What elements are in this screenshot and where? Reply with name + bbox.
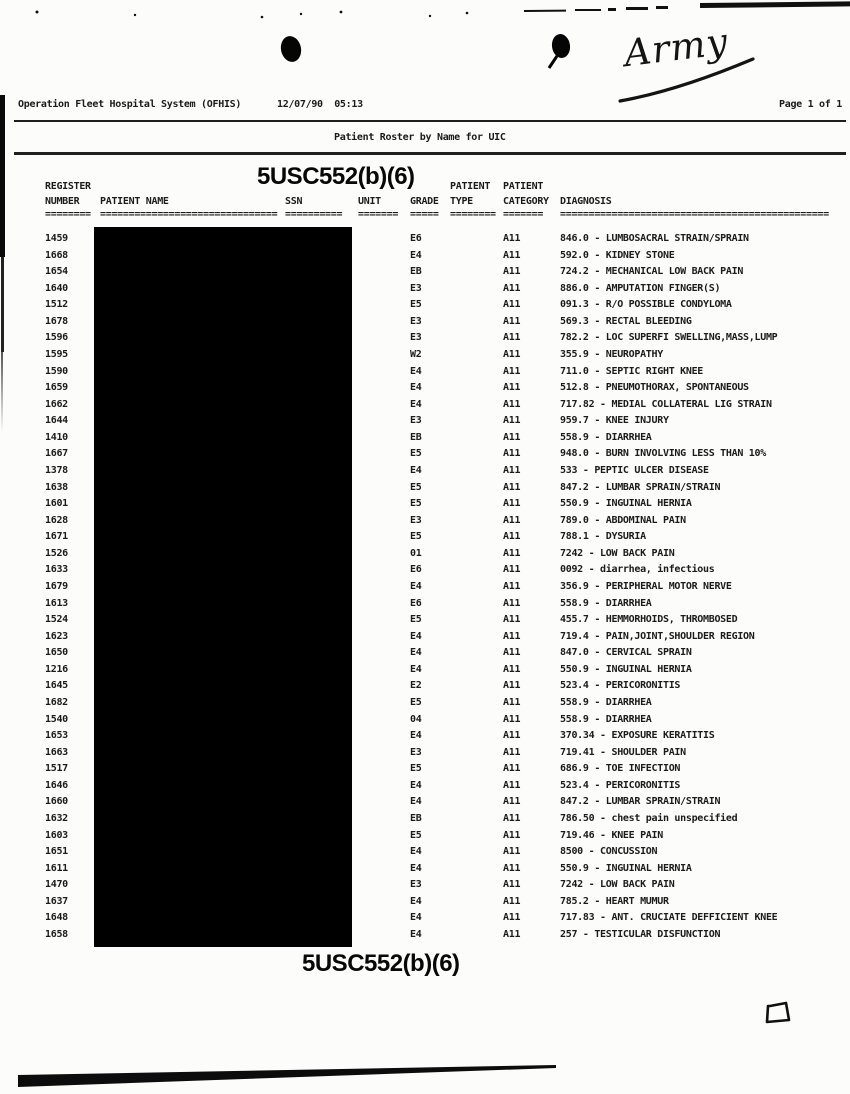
cell-category: A11 — [503, 912, 521, 924]
report-datetime: 12/07/90 05:13 — [277, 99, 363, 110]
cell-grade: E3 — [410, 415, 422, 427]
cell-register: 1611 — [45, 862, 68, 874]
cell-diagnosis: 846.0 - LUMBOSACRAL STRAIN/SPRAIN — [560, 233, 749, 244]
cell-register: 1596 — [45, 332, 68, 344]
cell-diagnosis: 533 - PEPTIC ULCER DISEASE — [560, 464, 709, 476]
cell-category: A11 — [503, 498, 521, 510]
cell-category: A11 — [503, 763, 521, 775]
cell-category: A11 — [503, 299, 521, 311]
cell-register: 1648 — [45, 912, 68, 924]
cell-category: A11 — [503, 464, 521, 476]
cell-register: 1459 — [45, 233, 68, 244]
column-header-category-line1: PATIENT — [503, 181, 544, 192]
cell-category: A11 — [503, 713, 521, 725]
redaction-block — [94, 227, 352, 947]
cell-diagnosis: 717.83 - ANT. CRUCIATE DEFFICIENT KNEE — [560, 912, 778, 924]
cell-category: A11 — [503, 514, 521, 526]
cell-grade: E6 — [410, 564, 422, 576]
cell-grade: E5 — [410, 498, 422, 510]
checkbox-mark-icon — [767, 1003, 789, 1022]
cell-grade: E4 — [410, 647, 422, 659]
cell-register: 1654 — [45, 266, 68, 278]
cell-grade: E5 — [410, 481, 422, 493]
hole-punch-right-icon — [549, 33, 572, 68]
cell-category: A11 — [503, 746, 521, 758]
cell-register: 1668 — [45, 249, 68, 261]
cell-diagnosis: 257 - TESTICULAR DISFUNCTION — [560, 928, 721, 940]
cell-category: A11 — [503, 895, 521, 907]
cell-register: 1667 — [45, 448, 68, 460]
cell-diagnosis: 948.0 - BURN INVOLVING LESS THAN 10% — [560, 448, 766, 460]
cell-category: A11 — [503, 365, 521, 377]
cell-category: A11 — [503, 812, 521, 824]
column-header-register-line1: REGISTER — [45, 181, 91, 192]
cell-grade: E4 — [410, 846, 422, 858]
cell-category: A11 — [503, 680, 521, 692]
cell-grade: E4 — [410, 464, 422, 476]
cell-register: 1646 — [45, 779, 68, 791]
column-header-type-line1: PATIENT — [450, 181, 491, 192]
column-header-register-line2: NUMBER — [45, 196, 80, 207]
cell-diagnosis: 8500 - CONCUSSION — [560, 846, 658, 858]
cell-register: 1644 — [45, 415, 68, 427]
cell-register: 1623 — [45, 630, 68, 642]
cell-register: 1651 — [45, 846, 68, 858]
cell-grade: E2 — [410, 680, 422, 692]
cell-grade: E4 — [410, 365, 422, 377]
cell-grade: E3 — [410, 315, 422, 327]
column-header-name-line2: PATIENT NAME — [100, 196, 169, 207]
cell-grade: 04 — [410, 713, 422, 725]
cell-diagnosis: 847.2 - LUMBAR SPRAIN/STRAIN — [560, 481, 721, 493]
cell-register: 1595 — [45, 348, 68, 360]
cell-category: A11 — [503, 846, 521, 858]
cell-diagnosis: 558.9 - DIARRHEA — [560, 431, 652, 443]
column-header-grade-line2: GRADE — [410, 196, 439, 207]
cell-grade: 01 — [410, 547, 422, 559]
cell-grade: E4 — [410, 398, 422, 410]
cell-diagnosis: 569.3 - RECTAL BLEEDING — [560, 315, 692, 327]
cell-register: 1517 — [45, 763, 68, 775]
cell-grade: E3 — [410, 332, 422, 344]
cell-grade: EB — [410, 812, 422, 824]
column-header-grade-underline: ===== — [410, 209, 439, 220]
horizontal-rule — [14, 120, 846, 122]
cell-diagnosis: 558.9 - DIARRHEA — [560, 713, 652, 725]
column-header-name-underline: =============================== — [100, 209, 278, 220]
cell-category: A11 — [503, 696, 521, 708]
cell-diagnosis: 7242 - LOW BACK PAIN — [560, 879, 675, 891]
cell-grade: E5 — [410, 299, 422, 311]
cell-diagnosis: 523.4 - PERICORONITIS — [560, 779, 681, 791]
system-title: Operation Fleet Hospital System (OFHIS) — [18, 99, 242, 110]
cell-register: 1650 — [45, 647, 68, 659]
redaction-stamp-bottom: 5USC552(b)(6) — [302, 950, 460, 977]
cell-grade: E4 — [410, 249, 422, 261]
cell-register: 1679 — [45, 580, 68, 592]
cell-register: 1638 — [45, 481, 68, 493]
cell-register: 1540 — [45, 713, 68, 725]
cell-grade: E6 — [410, 597, 422, 609]
cell-grade: E4 — [410, 779, 422, 791]
cell-register: 1512 — [45, 299, 68, 311]
cell-register: 1590 — [45, 365, 68, 377]
cell-category: A11 — [503, 647, 521, 659]
redaction-stamp-top: 5USC552(b)(6) — [257, 163, 415, 190]
cell-register: 1470 — [45, 879, 68, 891]
cell-diagnosis: 719.41 - SHOULDER PAIN — [560, 746, 686, 758]
cell-diagnosis: 0092 - diarrhea, infectious — [560, 564, 715, 576]
cell-grade: E3 — [410, 514, 422, 526]
column-header-diagnosis-line2: DIAGNOSIS — [560, 196, 612, 207]
column-header-diagnosis-underline: =============================================== — [560, 209, 829, 220]
cell-category: A11 — [503, 862, 521, 874]
cell-category: A11 — [503, 547, 521, 559]
bottom-scan-line — [18, 1065, 556, 1087]
cell-grade: E3 — [410, 746, 422, 758]
cell-diagnosis: 847.2 - LUMBAR SPRAIN/STRAIN — [560, 796, 721, 808]
column-header-unit-line2: UNIT — [358, 196, 381, 207]
cell-grade: EB — [410, 266, 422, 278]
cell-grade: E4 — [410, 928, 422, 940]
cell-diagnosis: 550.9 - INGUINAL HERNIA — [560, 862, 692, 874]
column-header-register-underline: ======== — [45, 209, 91, 220]
cell-grade: E4 — [410, 862, 422, 874]
cell-diagnosis: 592.0 - KIDNEY STONE — [560, 249, 675, 261]
cell-grade: E4 — [410, 580, 422, 592]
cell-register: 1660 — [45, 796, 68, 808]
cell-category: A11 — [503, 730, 521, 742]
cell-register: 1637 — [45, 895, 68, 907]
cell-register: 1378 — [45, 464, 68, 476]
cell-register: 1678 — [45, 315, 68, 327]
cell-register: 1216 — [45, 663, 68, 675]
cell-category: A11 — [503, 266, 521, 278]
cell-diagnosis: 356.9 - PERIPHERAL MOTOR NERVE — [560, 580, 732, 592]
cell-register: 1640 — [45, 282, 68, 294]
cell-category: A11 — [503, 282, 521, 294]
column-header-unit-underline: ======= — [358, 209, 399, 220]
cell-diagnosis: 886.0 - AMPUTATION FINGER(S) — [560, 282, 721, 294]
cell-grade: E5 — [410, 829, 422, 841]
cell-diagnosis: 788.1 - DYSURIA — [560, 531, 646, 543]
cell-category: A11 — [503, 796, 521, 808]
hole-punch-left-icon — [279, 34, 304, 64]
column-header-category-underline: ======= — [503, 209, 544, 220]
cell-register: 1663 — [45, 746, 68, 758]
cell-register: 1671 — [45, 531, 68, 543]
cell-category: A11 — [503, 315, 521, 327]
cell-grade: E3 — [410, 879, 422, 891]
cell-register: 1628 — [45, 514, 68, 526]
cell-category: A11 — [503, 829, 521, 841]
cell-register: 1662 — [45, 398, 68, 410]
cell-register: 1410 — [45, 431, 68, 443]
cell-register: 1526 — [45, 547, 68, 559]
cell-diagnosis: 847.0 - CERVICAL SPRAIN — [560, 647, 692, 659]
horizontal-rule — [14, 152, 846, 155]
cell-diagnosis: 550.9 - INGUINAL HERNIA — [560, 663, 692, 675]
cell-diagnosis: 686.9 - TOE INFECTION — [560, 763, 681, 775]
cell-register: 1601 — [45, 498, 68, 510]
cell-grade: E4 — [410, 895, 422, 907]
cell-category: A11 — [503, 431, 521, 443]
cell-diagnosis: 711.0 - SEPTIC RIGHT KNEE — [560, 365, 704, 377]
cell-grade: E5 — [410, 448, 422, 460]
cell-register: 1603 — [45, 829, 68, 841]
cell-register: 1658 — [45, 928, 68, 940]
cell-grade: E4 — [410, 382, 422, 394]
cell-diagnosis: 724.2 - MECHANICAL LOW BACK PAIN — [560, 266, 744, 278]
cell-category: A11 — [503, 415, 521, 427]
cell-diagnosis: 959.7 - KNEE INJURY — [560, 415, 669, 427]
cell-grade: E4 — [410, 730, 422, 742]
cell-diagnosis: 091.3 - R/O POSSIBLE CONDYLOMA — [560, 299, 732, 311]
cell-category: A11 — [503, 630, 521, 642]
corner-scan-marks — [36, 1, 850, 18]
cell-register: 1682 — [45, 696, 68, 708]
cell-category: A11 — [503, 614, 521, 626]
cell-register: 1633 — [45, 564, 68, 576]
cell-diagnosis: 558.9 - DIARRHEA — [560, 597, 652, 609]
cell-diagnosis: 370.34 - EXPOSURE KERATITIS — [560, 730, 715, 742]
cell-register: 1613 — [45, 597, 68, 609]
column-header-type-line2: TYPE — [450, 196, 473, 207]
cell-diagnosis: 782.2 - LOC SUPERFI SWELLING,MASS,LUMP — [560, 332, 778, 344]
cell-diagnosis: 523.4 - PERICORONITIS — [560, 680, 681, 692]
cell-grade: E5 — [410, 531, 422, 543]
cell-diagnosis: 786.50 - chest pain unspecified — [560, 812, 738, 824]
cell-register: 1653 — [45, 730, 68, 742]
cell-grade: E5 — [410, 696, 422, 708]
cell-diagnosis: 719.4 - PAIN,JOINT,SHOULDER REGION — [560, 630, 755, 642]
cell-category: A11 — [503, 398, 521, 410]
cell-grade: W2 — [410, 348, 422, 360]
cell-diagnosis: 789.0 - ABDOMINAL PAIN — [560, 514, 686, 526]
column-header-type-underline: ======== — [450, 209, 496, 220]
cell-category: A11 — [503, 448, 521, 460]
cell-grade: E4 — [410, 663, 422, 675]
page-indicator: Page 1 of 1 — [779, 99, 842, 110]
cell-diagnosis: 558.9 - DIARRHEA — [560, 696, 652, 708]
cell-register: 1645 — [45, 680, 68, 692]
column-header-ssn-line2: SSN — [285, 196, 303, 207]
cell-category: A11 — [503, 564, 521, 576]
cell-diagnosis: 455.7 - HEMMORHOIDS, THROMBOSED — [560, 614, 738, 626]
cell-grade: E3 — [410, 282, 422, 294]
cell-category: A11 — [503, 382, 521, 394]
cell-grade: E5 — [410, 614, 422, 626]
cell-diagnosis: 512.8 - PNEUMOTHORAX, SPONTANEOUS — [560, 382, 749, 394]
handwritten-note: Army — [621, 19, 731, 76]
cell-grade: E5 — [410, 763, 422, 775]
cell-diagnosis: 785.2 - HEART MUMUR — [560, 895, 669, 907]
cell-category: A11 — [503, 597, 521, 609]
cell-diagnosis: 719.46 - KNEE PAIN — [560, 829, 663, 841]
cell-category: A11 — [503, 332, 521, 344]
cell-category: A11 — [503, 879, 521, 891]
cell-category: A11 — [503, 928, 521, 940]
cell-register: 1524 — [45, 614, 68, 626]
cell-category: A11 — [503, 249, 521, 261]
cell-category: A11 — [503, 531, 521, 543]
cell-category: A11 — [503, 663, 521, 675]
column-header-category-line2: CATEGORY — [503, 196, 549, 207]
column-header-ssn-underline: ========== — [285, 209, 343, 220]
cell-category: A11 — [503, 233, 521, 244]
cell-grade: E6 — [410, 233, 422, 244]
cell-grade: E4 — [410, 630, 422, 642]
cell-grade: EB — [410, 431, 422, 443]
cell-register: 1659 — [45, 382, 68, 394]
cell-category: A11 — [503, 348, 521, 360]
report-title: Patient Roster by Name for UIC — [334, 132, 506, 143]
cell-category: A11 — [503, 580, 521, 592]
cell-diagnosis: 550.9 - INGUINAL HERNIA — [560, 498, 692, 510]
cell-category: A11 — [503, 779, 521, 791]
cell-grade: E4 — [410, 796, 422, 808]
cell-grade: E4 — [410, 912, 422, 924]
cell-diagnosis: 7242 - LOW BACK PAIN — [560, 547, 675, 559]
cell-diagnosis: 717.82 - MEDIAL COLLATERAL LIG STRAIN — [560, 398, 772, 410]
cell-category: A11 — [503, 481, 521, 493]
cell-register: 1632 — [45, 812, 68, 824]
cell-diagnosis: 355.9 - NEUROPATHY — [560, 348, 663, 360]
